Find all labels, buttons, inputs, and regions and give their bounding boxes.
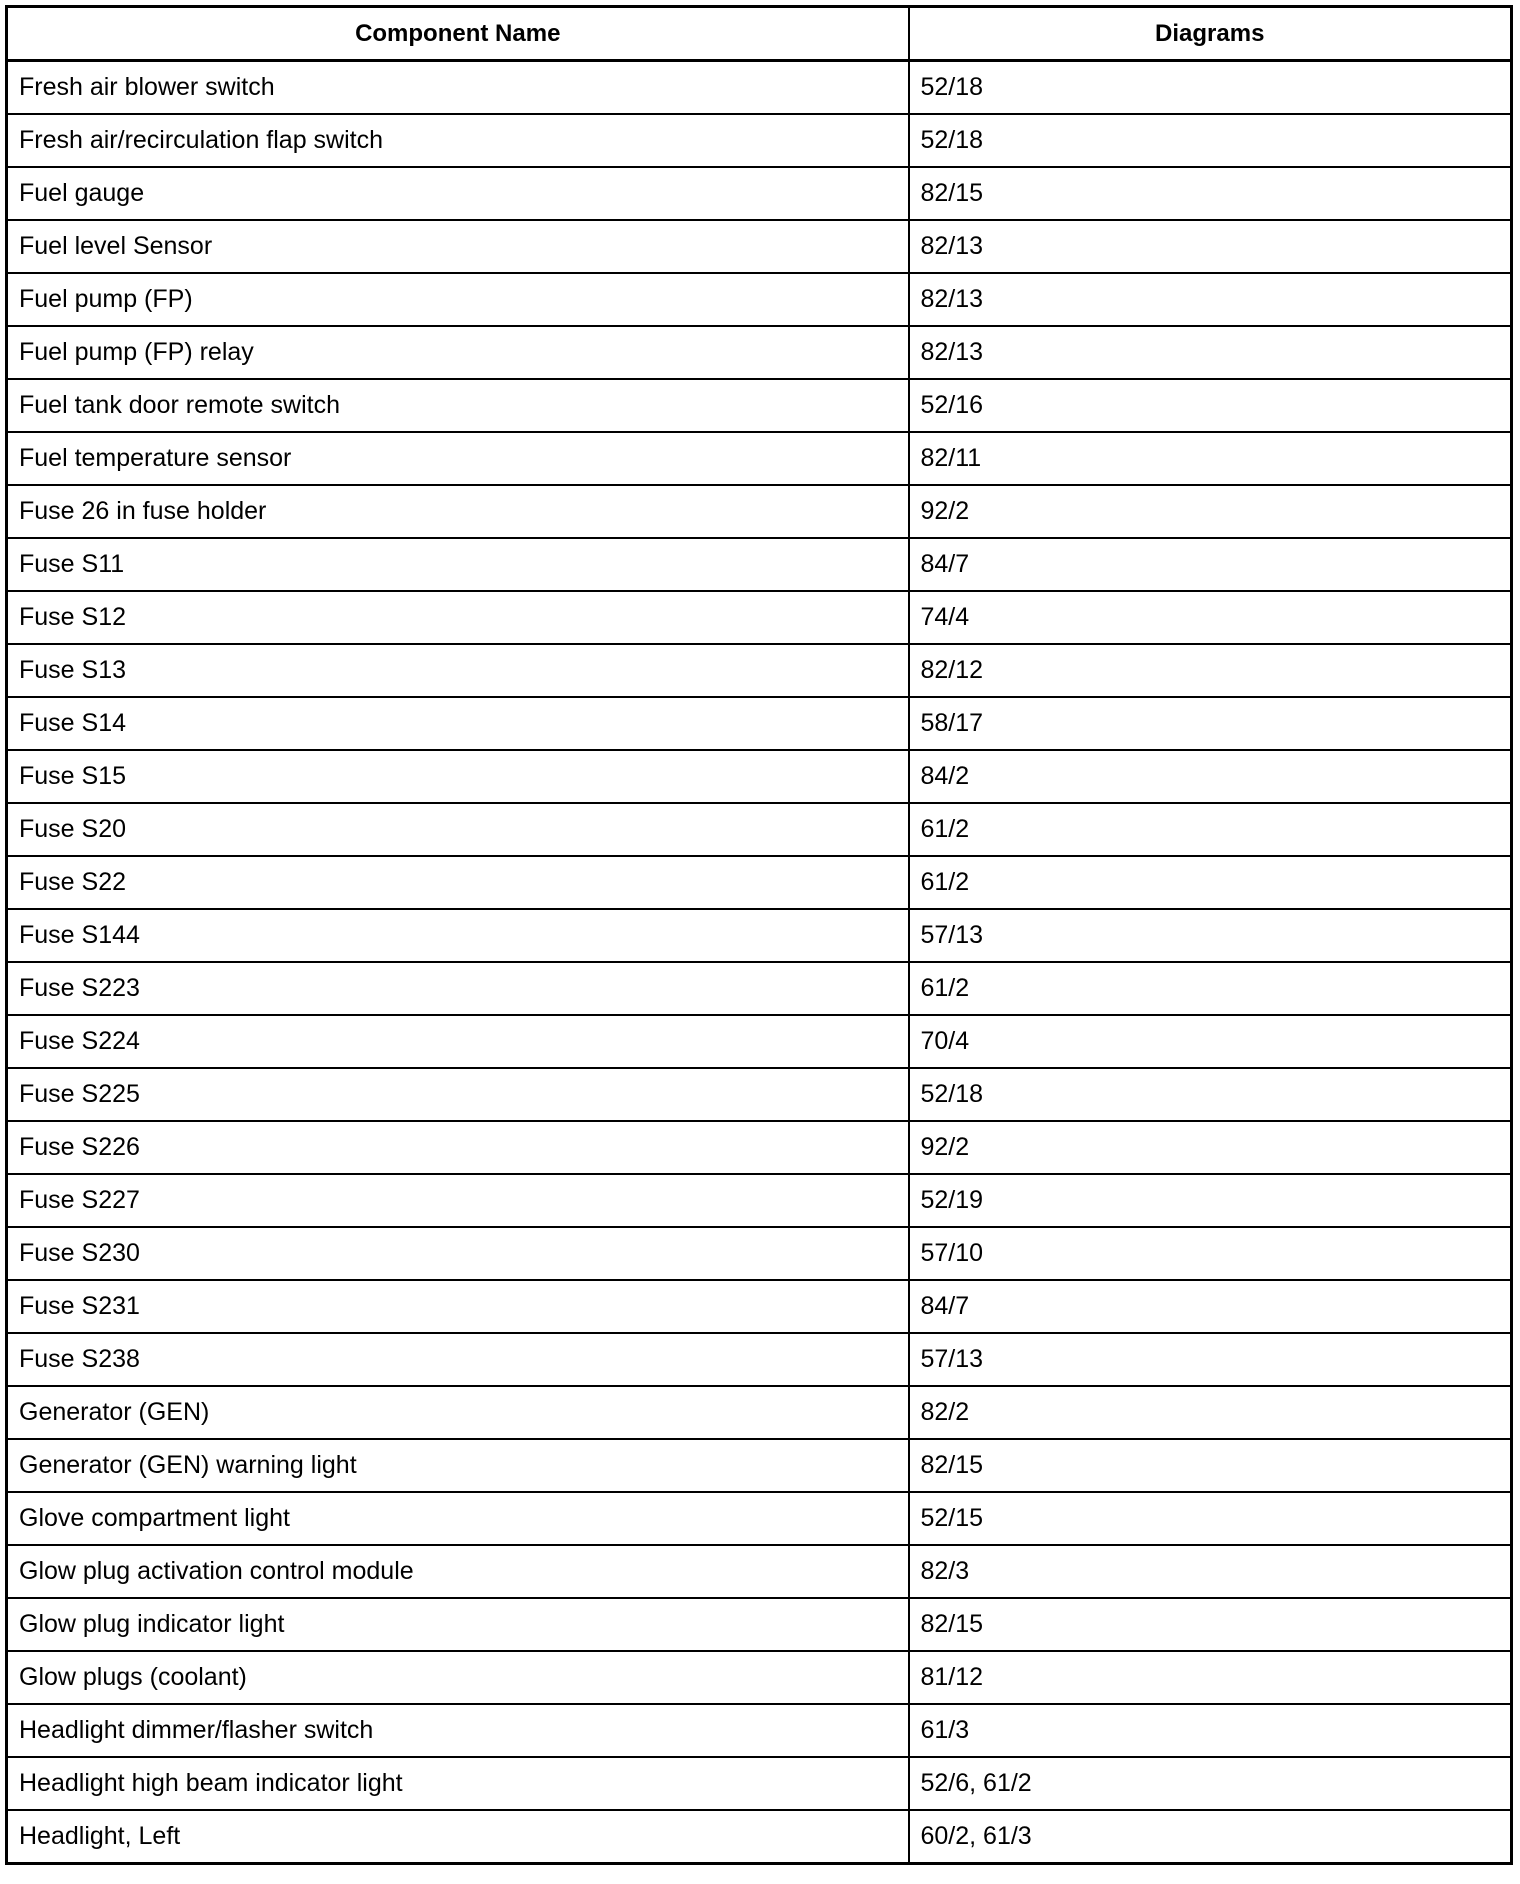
table-row bbox=[7, 1227, 1512, 1280]
component-index-table bbox=[5, 5, 1513, 1865]
component-name-cell: Fuse S20 bbox=[7, 803, 909, 856]
component-name-cell: Fuse S231 bbox=[7, 1280, 909, 1333]
component-name-cell: Fuse S144 bbox=[7, 909, 909, 962]
diagrams-cell: 57/13 bbox=[909, 909, 1512, 962]
table-row bbox=[7, 1333, 1512, 1386]
table-row bbox=[7, 1757, 1512, 1810]
table-row bbox=[7, 644, 1512, 697]
diagrams-cell: 84/7 bbox=[909, 1280, 1512, 1333]
table-row bbox=[7, 1704, 1512, 1757]
component-name-cell: Fuse S227 bbox=[7, 1174, 909, 1227]
component-name-cell: Headlight, Left bbox=[7, 1810, 909, 1864]
table-row bbox=[7, 1545, 1512, 1598]
component-name-cell: Fuel pump (FP) bbox=[7, 273, 909, 326]
table-row bbox=[7, 909, 1512, 962]
table-row bbox=[7, 1492, 1512, 1545]
table-row bbox=[7, 1598, 1512, 1651]
diagrams-cell: 84/7 bbox=[909, 538, 1512, 591]
diagrams-cell: 52/18 bbox=[909, 1068, 1512, 1121]
table-row bbox=[7, 1439, 1512, 1492]
table-row bbox=[7, 1068, 1512, 1121]
component-name-cell: Fuse 26 in fuse holder bbox=[7, 485, 909, 538]
component-name-cell: Fuse S13 bbox=[7, 644, 909, 697]
diagrams-cell: 82/11 bbox=[909, 432, 1512, 485]
diagrams-cell: 84/2 bbox=[909, 750, 1512, 803]
component-index-table-wrapper bbox=[5, 5, 1510, 1865]
diagrams-cell: 52/6, 61/2 bbox=[909, 1757, 1512, 1810]
table-row bbox=[7, 1015, 1512, 1068]
table-row bbox=[7, 114, 1512, 167]
diagrams-cell: 82/13 bbox=[909, 273, 1512, 326]
table-body bbox=[7, 61, 1512, 1864]
table-row bbox=[7, 591, 1512, 644]
component-name-cell: Generator (GEN) warning light bbox=[7, 1439, 909, 1492]
diagrams-cell: 61/3 bbox=[909, 1704, 1512, 1757]
diagrams-cell: 82/3 bbox=[909, 1545, 1512, 1598]
table-row bbox=[7, 220, 1512, 273]
component-name-cell: Fuse S15 bbox=[7, 750, 909, 803]
table-row bbox=[7, 61, 1512, 115]
diagrams-cell: 82/12 bbox=[909, 644, 1512, 697]
diagrams-cell: 52/16 bbox=[909, 379, 1512, 432]
component-name-cell: Fuse S12 bbox=[7, 591, 909, 644]
table-row bbox=[7, 326, 1512, 379]
component-name-cell: Glow plug activation control module bbox=[7, 1545, 909, 1598]
component-name-cell: Glove compartment light bbox=[7, 1492, 909, 1545]
component-name-cell: Fuel gauge bbox=[7, 167, 909, 220]
component-name-cell: Fuel temperature sensor bbox=[7, 432, 909, 485]
component-name-cell: Fuse S22 bbox=[7, 856, 909, 909]
component-name-cell: Glow plugs (coolant) bbox=[7, 1651, 909, 1704]
component-name-cell: Fuel pump (FP) relay bbox=[7, 326, 909, 379]
diagrams-cell: 82/13 bbox=[909, 220, 1512, 273]
component-name-cell: Fuse S14 bbox=[7, 697, 909, 750]
table-row bbox=[7, 1280, 1512, 1333]
diagrams-cell: 61/2 bbox=[909, 803, 1512, 856]
table-row bbox=[7, 1386, 1512, 1439]
diagrams-cell: 70/4 bbox=[909, 1015, 1512, 1068]
table-row bbox=[7, 803, 1512, 856]
component-name-cell: Fuse S225 bbox=[7, 1068, 909, 1121]
diagrams-cell: 52/18 bbox=[909, 114, 1512, 167]
component-name-cell: Fuse S226 bbox=[7, 1121, 909, 1174]
header-diagrams: Diagrams bbox=[909, 7, 1512, 61]
diagrams-cell: 82/15 bbox=[909, 1439, 1512, 1492]
diagrams-cell: 92/2 bbox=[909, 1121, 1512, 1174]
diagrams-cell: 52/19 bbox=[909, 1174, 1512, 1227]
diagrams-cell: 57/13 bbox=[909, 1333, 1512, 1386]
diagrams-cell: 52/15 bbox=[909, 1492, 1512, 1545]
table-row bbox=[7, 1651, 1512, 1704]
diagrams-cell: 82/15 bbox=[909, 167, 1512, 220]
table-row bbox=[7, 167, 1512, 220]
table-row bbox=[7, 432, 1512, 485]
component-name-cell: Glow plug indicator light bbox=[7, 1598, 909, 1651]
component-name-cell: Fuse S230 bbox=[7, 1227, 909, 1280]
diagrams-cell: 82/15 bbox=[909, 1598, 1512, 1651]
component-name-cell: Fuse S223 bbox=[7, 962, 909, 1015]
table-row bbox=[7, 962, 1512, 1015]
table-row bbox=[7, 379, 1512, 432]
diagrams-cell: 61/2 bbox=[909, 856, 1512, 909]
table-row bbox=[7, 856, 1512, 909]
component-name-cell: Headlight high beam indicator light bbox=[7, 1757, 909, 1810]
diagrams-cell: 82/13 bbox=[909, 326, 1512, 379]
component-name-cell: Fuse S224 bbox=[7, 1015, 909, 1068]
component-name-cell: Fuel tank door remote switch bbox=[7, 379, 909, 432]
table-header-row bbox=[7, 7, 1512, 61]
diagrams-cell: 57/10 bbox=[909, 1227, 1512, 1280]
diagrams-cell: 92/2 bbox=[909, 485, 1512, 538]
table-row bbox=[7, 273, 1512, 326]
diagrams-cell: 58/17 bbox=[909, 697, 1512, 750]
header-component-name: Component Name bbox=[7, 7, 909, 61]
component-name-cell: Fuse S11 bbox=[7, 538, 909, 591]
component-name-cell: Fresh air/recirculation flap switch bbox=[7, 114, 909, 167]
component-name-cell: Fuse S238 bbox=[7, 1333, 909, 1386]
table-row bbox=[7, 485, 1512, 538]
component-name-cell: Generator (GEN) bbox=[7, 1386, 909, 1439]
table-row bbox=[7, 1121, 1512, 1174]
component-name-cell: Fresh air blower switch bbox=[7, 61, 909, 115]
diagrams-cell: 81/12 bbox=[909, 1651, 1512, 1704]
table-row bbox=[7, 538, 1512, 591]
diagrams-cell: 61/2 bbox=[909, 962, 1512, 1015]
component-name-cell: Headlight dimmer/flasher switch bbox=[7, 1704, 909, 1757]
table-row bbox=[7, 750, 1512, 803]
table-row bbox=[7, 697, 1512, 750]
component-name-cell: Fuel level Sensor bbox=[7, 220, 909, 273]
table-row bbox=[7, 1810, 1512, 1864]
table-row bbox=[7, 1174, 1512, 1227]
diagrams-cell: 60/2, 61/3 bbox=[909, 1810, 1512, 1864]
diagrams-cell: 82/2 bbox=[909, 1386, 1512, 1439]
diagrams-cell: 52/18 bbox=[909, 61, 1512, 115]
diagrams-cell: 74/4 bbox=[909, 591, 1512, 644]
